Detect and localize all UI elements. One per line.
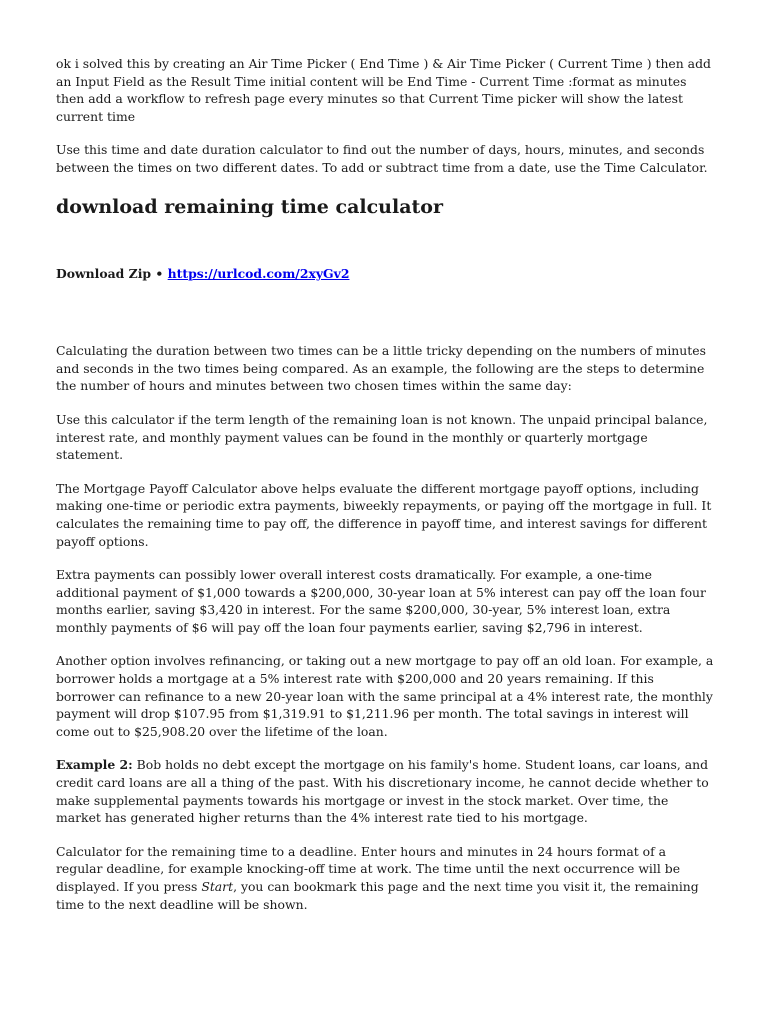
paragraph-extra-payments: Extra payments can possibly lower overall interest costs dramatically. For example, a one-time additional payment of $1,000 towards a $200,000, 30-year loan at 5% interest can pay off the loan four months earlier, saving $3,420 in interest. For the same $200,000, 30-year, 5% interest loan, extra monthly payments of $6 will pay off the loan four payments earlier, saving $2,796 in interest. [56,567,706,635]
paragraph-deadline-calculator [56,843,716,913]
download-link[interactable]: https://urlcod.com/2xyGv2 [167,265,350,281]
start-emphasis: Start [201,879,234,894]
download-label: Download Zip • [56,265,164,281]
deadline-text-a: Calculator for the remaining time to a deadline. Enter hours and minutes in 24 hours format of a regular deadline, for example knocking-off time at work. The time until the next occurrence will be displayed. If you press [56,843,681,894]
deadline-text-b: , you can bookmark this page and the next time you visit it, the remaining time to the next deadline will be shown. [56,879,699,912]
download-line [56,265,716,283]
paragraph-example-2 [56,756,716,826]
paragraph-remaining-loan: Use this calculator if the term length of the remaining loan is not known. The unpaid principal balance, interest rate, and monthly payment values can be found in the monthly or quarterly mortgage statement. [56,411,708,463]
paragraph-calculating-duration: Calculating the duration between two times can be a little tricky depending on the numbers of minutes and seconds in the two times being compared. As an example, the following are the steps to determine the number of hours and minutes between two chosen times within the same day: [56,343,706,394]
paragraph-air-time-picker: ok i solved this by creating an Air Time Picker ( End Time ) & Air Time Picker ( Current Time ) then add an Input Field as the Result Time initial content will be End Time - Current Time :format as minutes then add a workflow to refresh page every minutes so that Current Time picker will show the latest current time [56,56,711,124]
paragraph-duration-calculator: Use this time and date duration calculator to find out the number of days, hours, minutes, and seconds between the times on two different dates. To add or subtract time from a date, use the Time Calculator. [56,142,708,175]
example-label: Example 2: [56,757,133,773]
paragraph-refinancing: Another option involves refinancing, or taking out a new mortgage to pay off an old loan. For example, a borrower holds a mortgage at a 5% interest rate with $200,000 and 20 years remaining. If this borrower can refinance to a new 20-year loan with the same principal at a 4% interest rate, the monthly payment will drop $107.95 from $1,319.91 to $1,211.96 per month. The total savings in interest will come out to $25,908.20 over the lifetime of the loan. [56,653,714,739]
paragraph-mortgage-payoff: The Mortgage Payoff Calculator above helps evaluate the different mortgage payoff options, including making one-time or periodic extra payments, biweekly repayments, or paying off the mortgage in full. It calculates the remaining time to pay off, the difference in payoff time, and interest savings for different payoff options. [56,480,712,549]
page-heading: download remaining time calculator [56,195,443,218]
example-text: Bob holds no debt except the mortgage on his family's home. Student loans, car loans, and credit card loans are all a thing of the past. With his discretionary income, he cannot decide whether to make supplemental payments towards his mortgage or invest in the stock market. Over time, the market has generated higher returns than the 4% interest rate tied to his mortgage. [56,757,709,826]
document-body [56,55,716,913]
